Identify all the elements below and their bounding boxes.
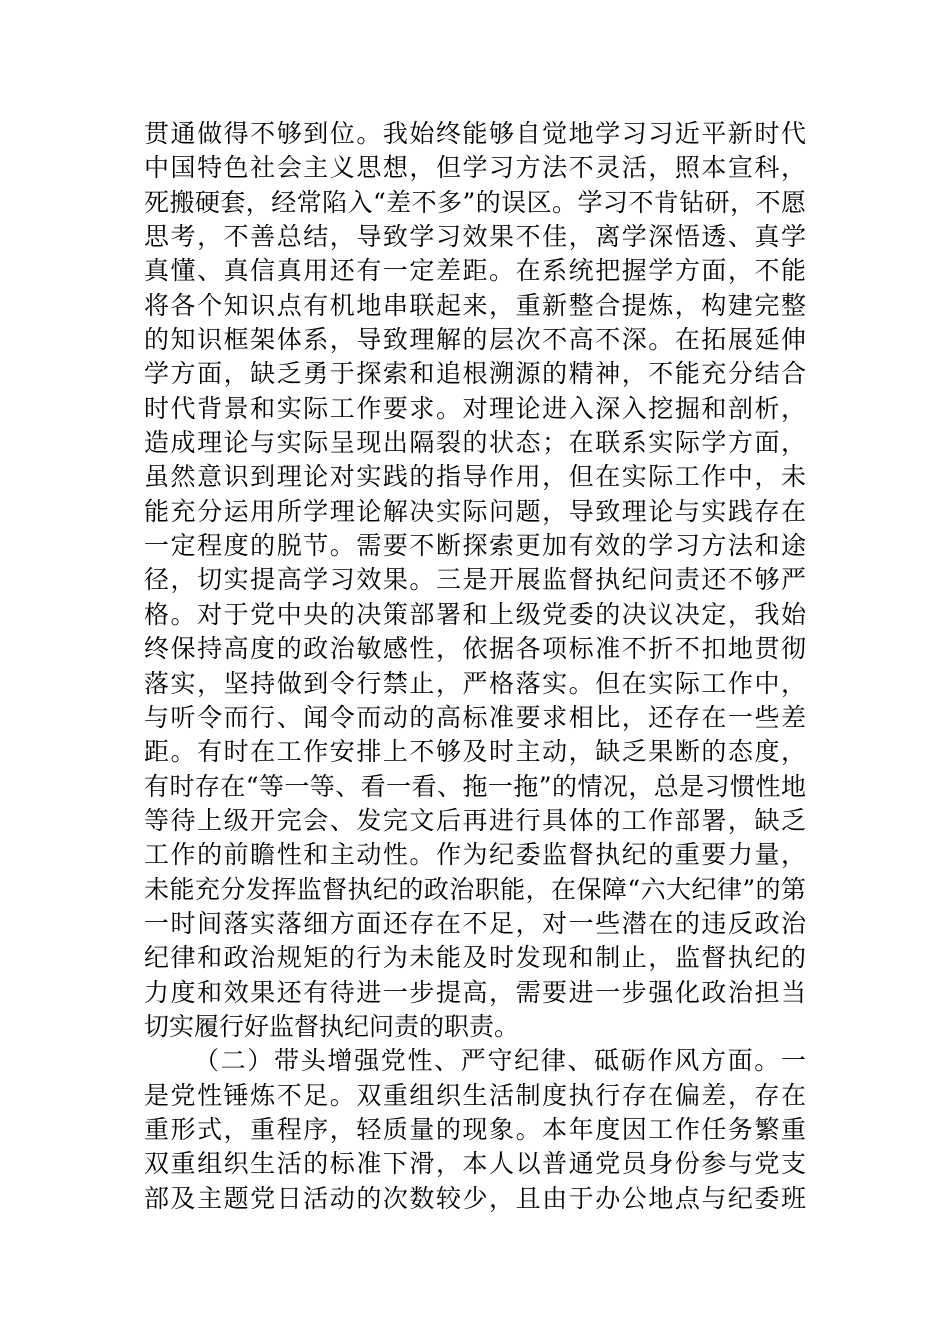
text-line: 落实，坚持做到令行禁止，严格落实。但在实际工作中， [144,668,806,698]
text-line: 真懂、真信真用还有一定差距。在系统把握学方面，不能 [144,256,806,286]
text-line: 有时存在“等一等、看一看、拖一拖”的情况，总是习惯性地 [144,771,806,801]
text-line: 距。有时在工作安排上不够及时主动，缺乏果断的态度， [144,737,806,767]
text-line: 一定程度的脱节。需要不断探索更加有效的学习方法和途 [144,531,806,561]
text-line: 部及主题党日活动的次数较少，且由于办公地点与纪委班 [144,1183,806,1213]
text-line: 双重组织生活的标准下滑，本人以普通党员身份参与党支 [144,1149,806,1179]
text-line: 切实履行好监督执纪问责的职责。 [144,1011,520,1041]
document-body [144,117,806,1216]
text-line: 与听令而行、闻令而动的高标准要求相比，还存在一些差 [144,702,806,732]
text-line: 贯通做得不够到位。我始终能够自觉地学习习近平新时代 [144,119,806,148]
text-line: 未能充分发挥监督执纪的政治职能，在保障“六大纪律”的第 [144,874,806,904]
text-line: 中国特色社会主义思想，但学习方法不灵活，照本宣科， [144,153,806,183]
text-line: 将各个知识点有机地串联起来，重新整合提炼，构建完整 [144,290,806,320]
text-line: 虽然意识到理论对实践的指导作用，但在实际工作中，未 [144,462,806,492]
text-line: （二）带头增强党性、严守纪律、砥砺作风方面。一 [194,1046,806,1076]
text-line: 时代背景和实际工作要求。对理论进入深入挖掘和剖析， [144,393,806,423]
text-line: 死搬硬套，经常陷入“差不多”的误区。学习不肯钻研，不愿 [144,187,806,217]
text-line: 纪律和政治规矩的行为未能及时发现和制止，监督执纪的 [144,943,806,973]
text-line: 能充分运用所学理论解决实际问题，导致理论与实践存在 [144,496,806,526]
text-line: 一时间落实落细方面还存在不足，对一些潜在的违反政治 [144,908,806,938]
text-line: 是党性锤炼不足。双重组织生活制度执行存在偏差，存在 [144,1080,806,1110]
paragraph-2 [144,1044,806,1216]
text-line: 力度和效果还有待进一步提高，需要进一步强化政治担当 [144,977,806,1007]
paragraph-1 [144,117,806,1044]
text-line: 的知识框架体系，导致理解的层次不高不深。在拓展延伸 [144,325,806,355]
text-line: 重形式，重程序，轻质量的现象。本年度因工作任务繁重 [144,1114,806,1144]
text-line: 工作的前瞻性和主动性。作为纪委监督执纪的重要力量， [144,840,806,870]
text-line: 格。对于党中央的决策部署和上级党委的决议决定，我始 [144,599,806,629]
text-line: 等待上级开完会、发完文后再进行具体的工作部署，缺乏 [144,805,806,835]
text-line: 造成理论与实际呈现出隔裂的状态；在联系实际学方面， [144,428,806,458]
text-line: 终保持高度的政治敏感性，依据各项标准不折不扣地贯彻 [144,634,806,664]
text-line: 径，切实提高学习效果。三是开展监督执纪问责还不够严 [144,565,806,595]
text-line: 思考，不善总结，导致学习效果不佳，离学深悟透、真学 [144,222,806,252]
text-line: 学方面，缺乏勇于探索和追根溯源的精神，不能充分结合 [144,359,806,389]
